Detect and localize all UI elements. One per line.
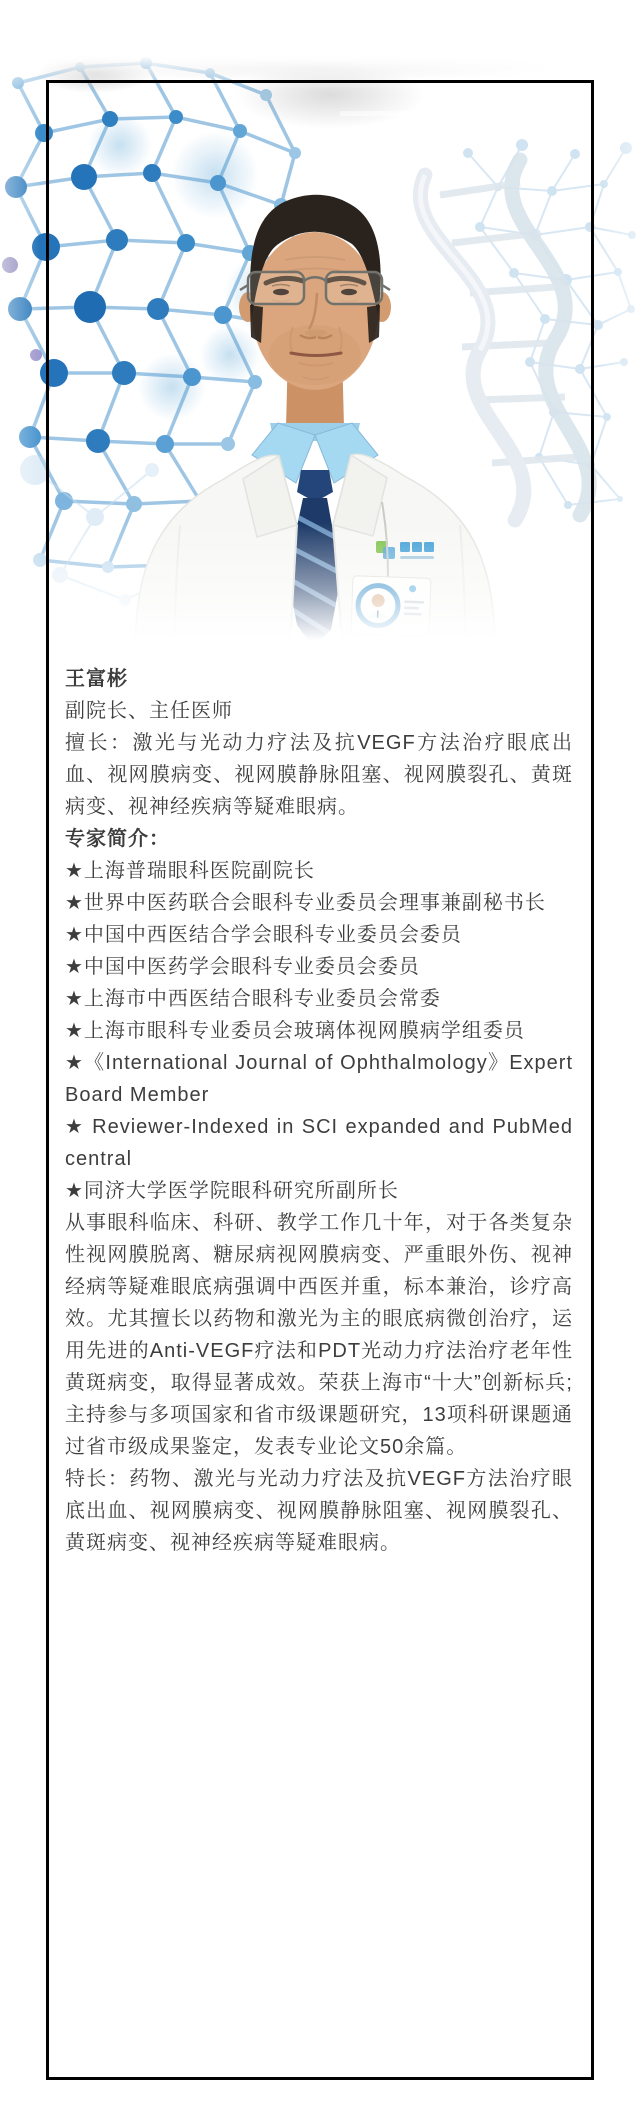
left-fade [0,55,40,670]
credential-item-3: ★中国中西医结合学会眼科专业委员会委员 [65,924,462,946]
credential-item-9: ★同济大学医学院眼科研究所副所长 [65,1180,399,1202]
credential-item-7: ★《International Journal of Ophthalmology》Expert Board Member [65,1052,573,1106]
credential-item-4: ★中国中医药学会眼科专业委员会委员 [65,956,420,978]
credential-item-6: ★上海市眼科专业委员会玻璃体视网膜病学组委员 [65,1020,525,1042]
content-frame [46,80,594,2080]
credential-item-2: ★世界中医药联合会眼科专业委员会理事兼副秘书长 [65,892,546,914]
credential-item-8: ★ Reviewer-Indexed in SCI expanded and PubMed central [65,1116,573,1170]
section-header-expert-profile: 专家简介： [65,828,170,850]
bio-paragraph: 从事眼科临床、科研、教学工作几十年，对于各类复杂性视网膜脱离、糖尿病视网膜病变、严重眼外伤、视神经病等疑难眼底病强调中西医并重，标本兼治，诊疗高效。尤其擅长以药物和激光为主的眼底病微创治疗，运用先进的Anti-VEGF疗法和PDT光动力疗法治疗老年性黄斑病变，取得显著成效。荣获上海市“十大”创新标兵;主持参与多项国家和省市级课题研究，13项科研课题通过省市级成果鉴定，发表专业论文50余篇。 [65,1212,573,1458]
specialty-paragraph: 擅长：激光与光动力疗法及抗VEGF方法治疗眼底出血、视网膜病变、视网膜静脉阻塞、视网膜裂孔、黄斑病变、视神经疾病等疑难眼病。 [65,732,573,818]
credential-item-1: ★上海普瑞眼科医院副院长 [65,860,315,882]
credential-item-5: ★上海市中西医结合眼科专业委员会常委 [65,988,441,1010]
right-fade [600,55,640,670]
strengths-paragraph: 特长：药物、激光与光动力疗法及抗VEGF方法治疗眼底出血、视网膜病变、视网膜静脉阻塞、视网膜裂孔、黄斑病变、视神经疾病等疑难眼病。 [65,1468,573,1554]
doctor-job-title: 副院长、主任医师 [65,700,233,722]
doctor-name: 王富彬 [65,668,128,690]
profile-text [49,83,591,1559]
